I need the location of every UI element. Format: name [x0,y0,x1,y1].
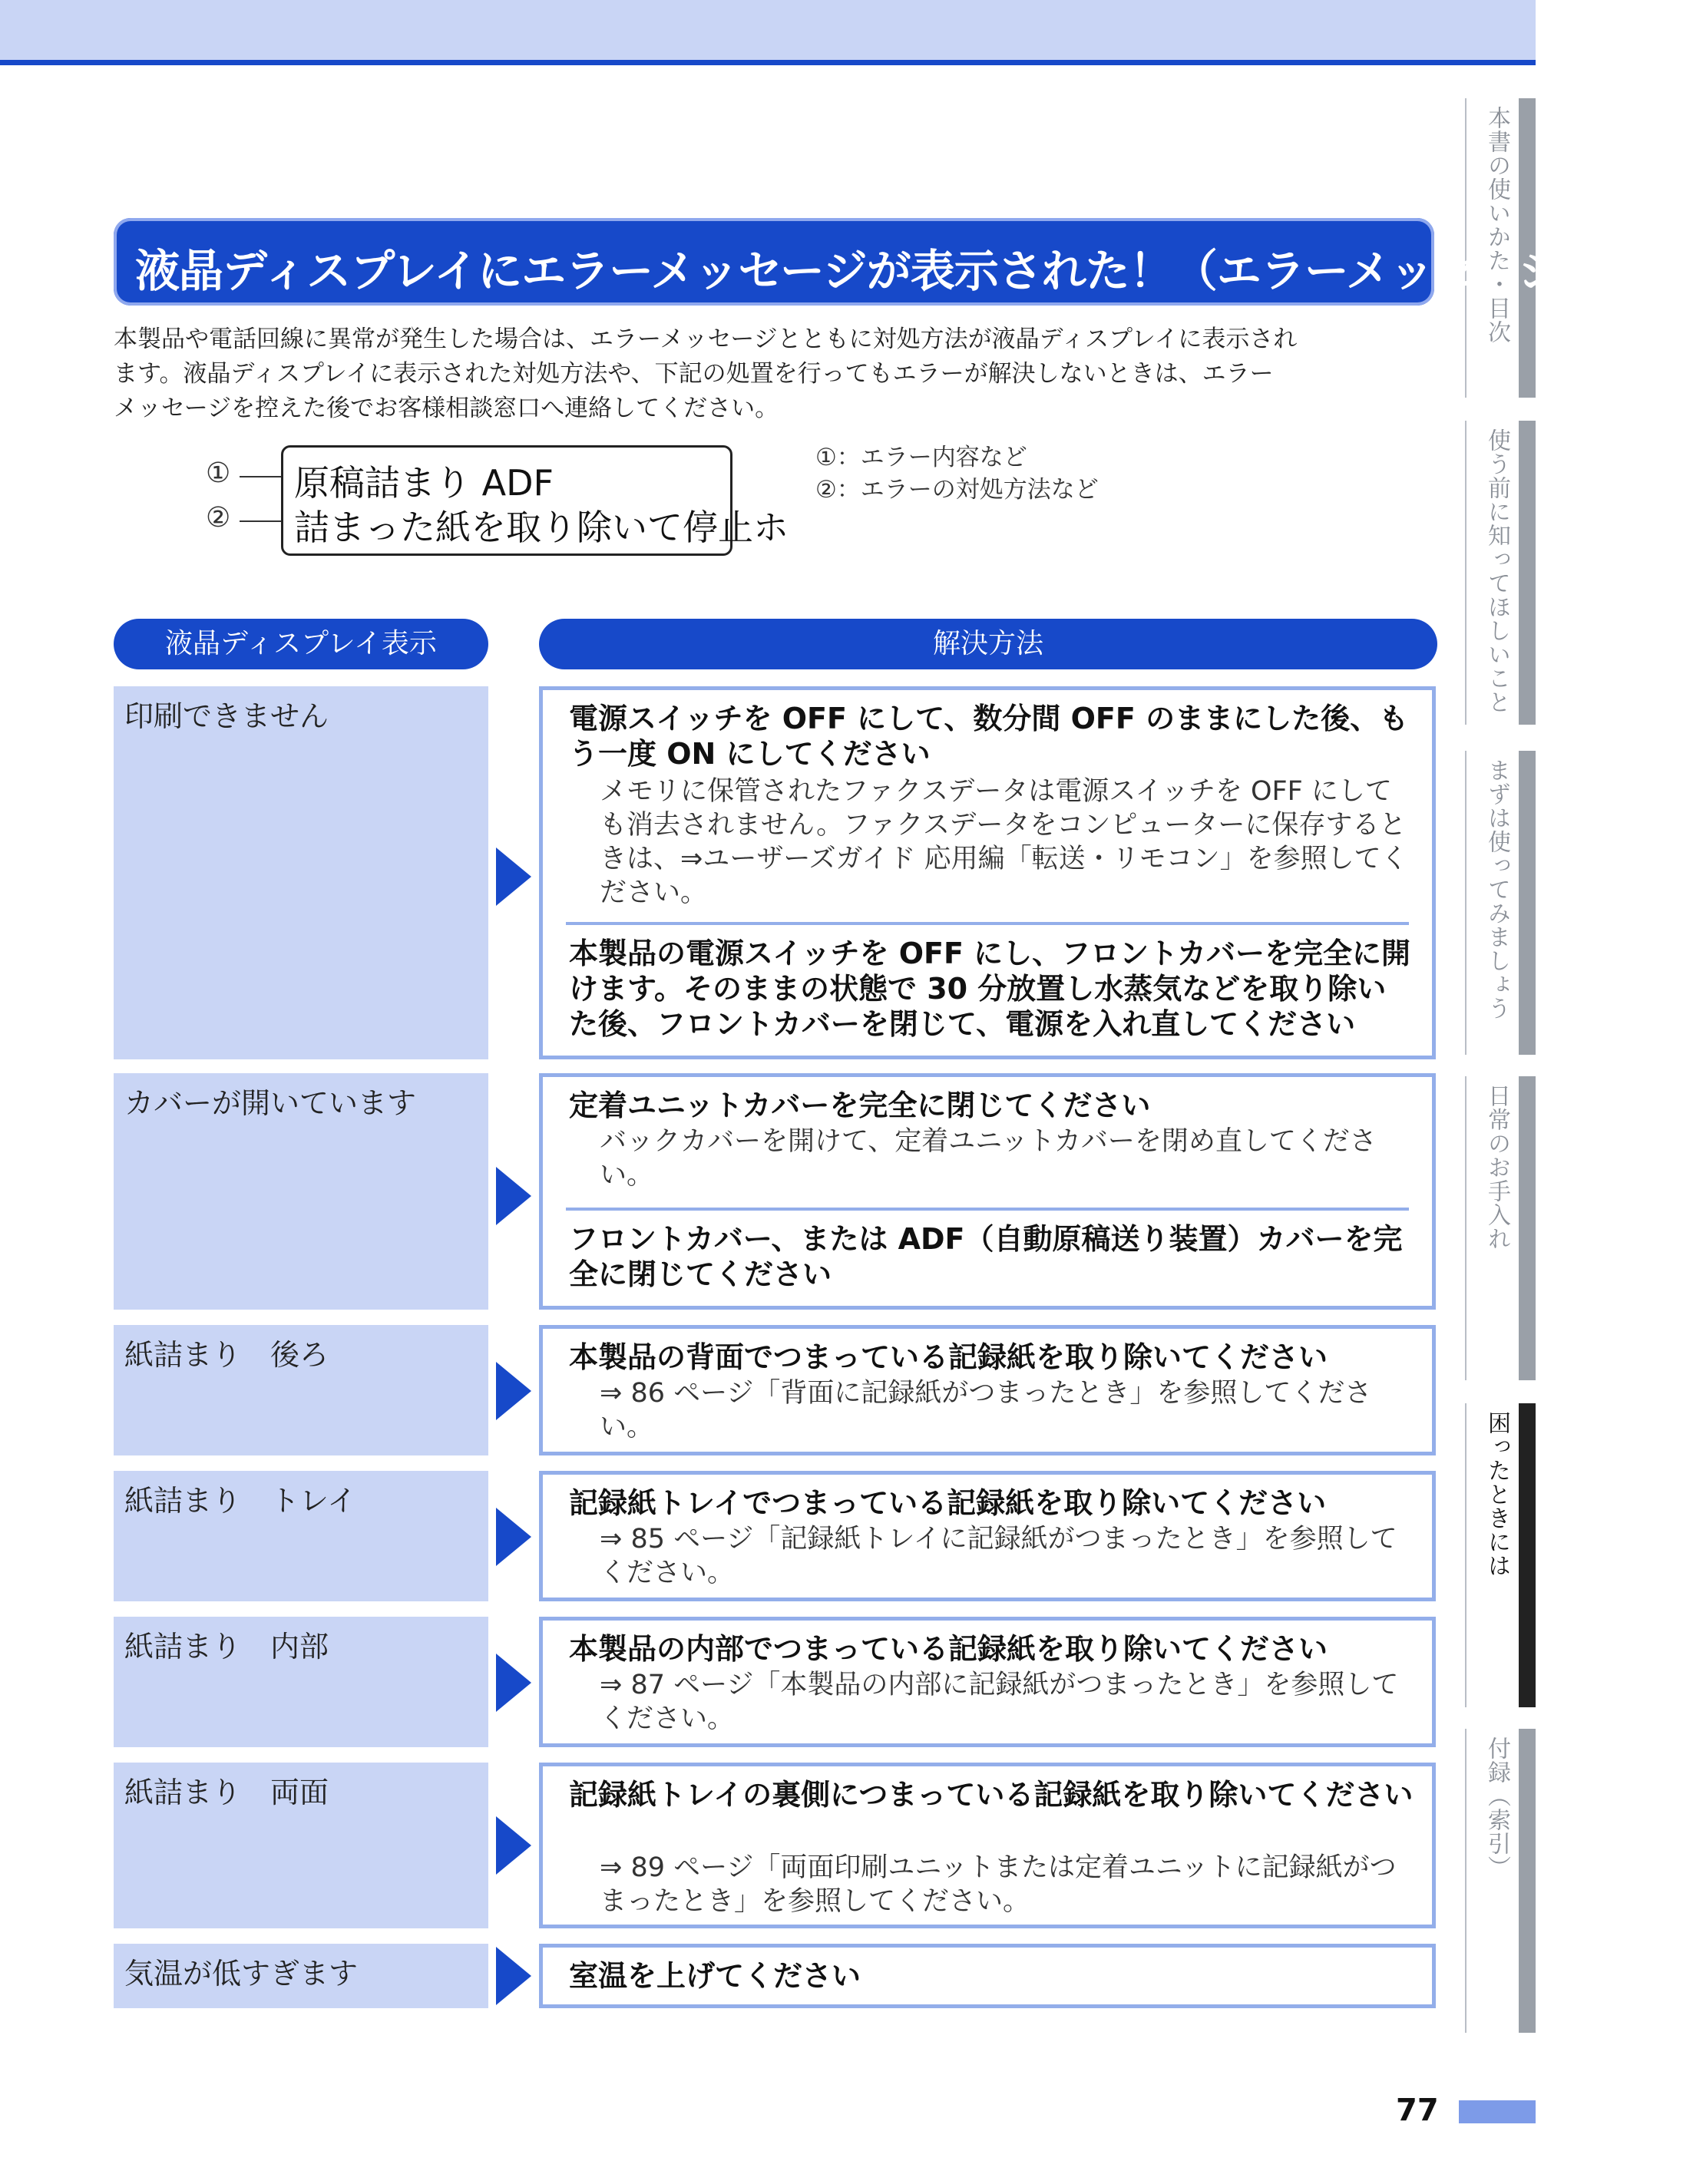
column-header-display: 液晶ディスプレイ表示 [114,619,488,669]
error-message-cell [114,686,488,1059]
side-tab-maintenance[interactable] [1465,1076,1536,1380]
solution-cell [539,1944,1436,2008]
side-tab-before-use[interactable] [1465,421,1536,725]
error-message: 紙詰まり 両面 [124,1776,329,1809]
solution-cell [539,1617,1436,1747]
solution-heading: 記録紙トレイでつまっている記録紙を取り除いてください [569,1486,1327,1520]
solution-cell [539,686,1436,1059]
top-band [0,0,1536,60]
tab-bar [1519,1403,1536,1707]
intro-paragraph [114,322,1438,426]
tab-bar [1519,1076,1536,1380]
arrow-icon [496,1816,531,1875]
error-message: 気温が低すぎます [124,1957,359,1991]
error-message-cell [114,1763,488,1928]
solution-heading: 記録紙トレイの裏側につまっている記録紙を取り除いてください [569,1778,1414,1812]
error-message: カバーが開いています [124,1086,417,1120]
intro-line: メッセージを控えた後でお客様相談窓口へ連絡してください。 [114,395,779,422]
solution-detail: ⇒ 89 ページ「両面印刷ユニットまたは定着ユニットに記録紙がつまったとき」を参照してください。 [600,1852,1397,1917]
callout-number-1: ① [206,458,231,489]
solution-cell [539,1763,1436,1928]
solution-detail: ⇒ 86 ページ「背面に記録紙がつまったとき」を参照してください。 [600,1378,1372,1442]
tab-separator [1465,1076,1466,1380]
side-tab-label: 日常のお手入れ [1483,1084,1510,1251]
solution-detail: ⇒ 87 ページ「本製品の内部に記録紙がつまったとき」を参照してください。 [600,1670,1399,1734]
tab-bar [1519,751,1536,1055]
arrow-icon [496,1654,531,1712]
tab-bar [1519,1729,1536,2033]
error-message: 紙詰まり トレイ [124,1484,357,1518]
solution-heading: 定着ユニットカバーを完全に閉じてください [569,1089,1151,1122]
solution-cell [539,1073,1436,1310]
side-tab-label: 困ったときには [1483,1411,1510,1578]
error-message: 印刷できません [124,699,329,733]
arrow-icon [496,1947,531,2005]
legend-item-2: ②：エラーの対処方法など [815,476,1099,504]
error-message-cell [114,1325,488,1455]
legend-item-1: ①：エラー内容など [815,444,1027,471]
solution-heading: フロントカバー、または ADF（自動原稿送り装置）カバーを完全に閉じてください [569,1222,1403,1291]
solution-heading: 本製品の背面でつまっている記録紙を取り除いてください [569,1340,1328,1374]
tab-separator [1465,421,1466,725]
arrow-icon [496,847,531,906]
solution-heading: 本製品の電源スイッチを OFF にし、フロントカバーを完全に開けます。そのままの状態で 30 分放置し水蒸気などを取り除いた後、フロントカバーを閉じて、電源を入れ直してください [569,937,1411,1041]
lcd-line-2: 詰まった紙を取り除いて停止ホ [294,507,789,548]
solution-divider [566,922,1409,925]
tab-separator [1465,1403,1466,1707]
arrow-icon [496,1508,531,1566]
side-tab-label: 付録（索引） [1483,1736,1510,1879]
solution-cell [539,1325,1436,1455]
error-message: 紙詰まり 内部 [124,1630,329,1664]
error-message-cell [114,1617,488,1747]
side-tab-label: 本書の使いかた・目次 [1483,106,1510,344]
solution-heading: 本製品の内部でつまっている記録紙を取り除いてください [569,1632,1328,1666]
section-title-bar [114,218,1693,306]
column-header-solution: 解決方法 [539,619,1437,669]
page-number: 77 [1396,2093,1439,2128]
top-rule [0,60,1536,65]
tab-separator [1465,751,1466,1055]
error-message-cell [114,1073,488,1310]
side-tab-troubleshooting[interactable] [1465,1403,1536,1707]
side-tab-try-first[interactable] [1465,751,1536,1055]
callout-line-1 [240,476,283,477]
side-tab-appendix[interactable] [1465,1729,1536,2033]
callout-number-2: ② [206,502,231,534]
arrow-icon [496,1362,531,1420]
tab-separator [1465,1729,1466,2033]
error-message-cell [114,1944,488,2008]
solution-divider [566,1208,1409,1211]
arrow-icon [496,1167,531,1225]
solution-heading: 電源スイッチを OFF にして、数分間 OFF のままにした後、もう一度 ON にしてください [569,702,1409,771]
solution-detail: バックカバーを開けて、定着ユニットカバーを閉め直してください。 [600,1126,1377,1191]
lcd-line-1: 原稿詰まり ADF [294,462,554,504]
intro-line: 本製品や電話回線に異常が発生した場合は、エラーメッセージとともに対処方法が液晶ディスプレイに表示され [114,325,1298,353]
lcd-display-example [281,445,789,556]
solution-heading: 室温を上げてください [569,1959,861,1993]
solution-detail: メモリに保管されたファクスデータは電源スイッチを OFF にしても消去されません。ファクスデータをコンピューターに保存するときは、⇒ユーザーズガイド 応用編「転送・リモコン」を参照してください。 [600,776,1408,908]
intro-line: ます。液晶ディスプレイに表示された対処方法や、下記の処置を行ってもエラーが解決しないときは、エラー [114,360,1274,388]
solution-cell [539,1471,1436,1601]
page-number-bar [1459,2100,1536,2123]
tab-bar [1519,421,1536,725]
error-message: 紙詰まり 後ろ [124,1338,329,1372]
side-tab-label: まずは使ってみましょう [1483,758,1510,1020]
section-title: 液晶ディスプレイにエラーメッセージが表示された！（エラーメッセージ一覧） [135,245,1693,297]
callout-line-2 [240,520,283,522]
side-tab-label: 使う前に知ってほしいこと [1483,428,1510,714]
solution-detail: ⇒ 85 ページ「記録紙トレイに記録紙がつまったとき」を参照してください。 [600,1524,1397,1588]
error-message-cell [114,1471,488,1601]
